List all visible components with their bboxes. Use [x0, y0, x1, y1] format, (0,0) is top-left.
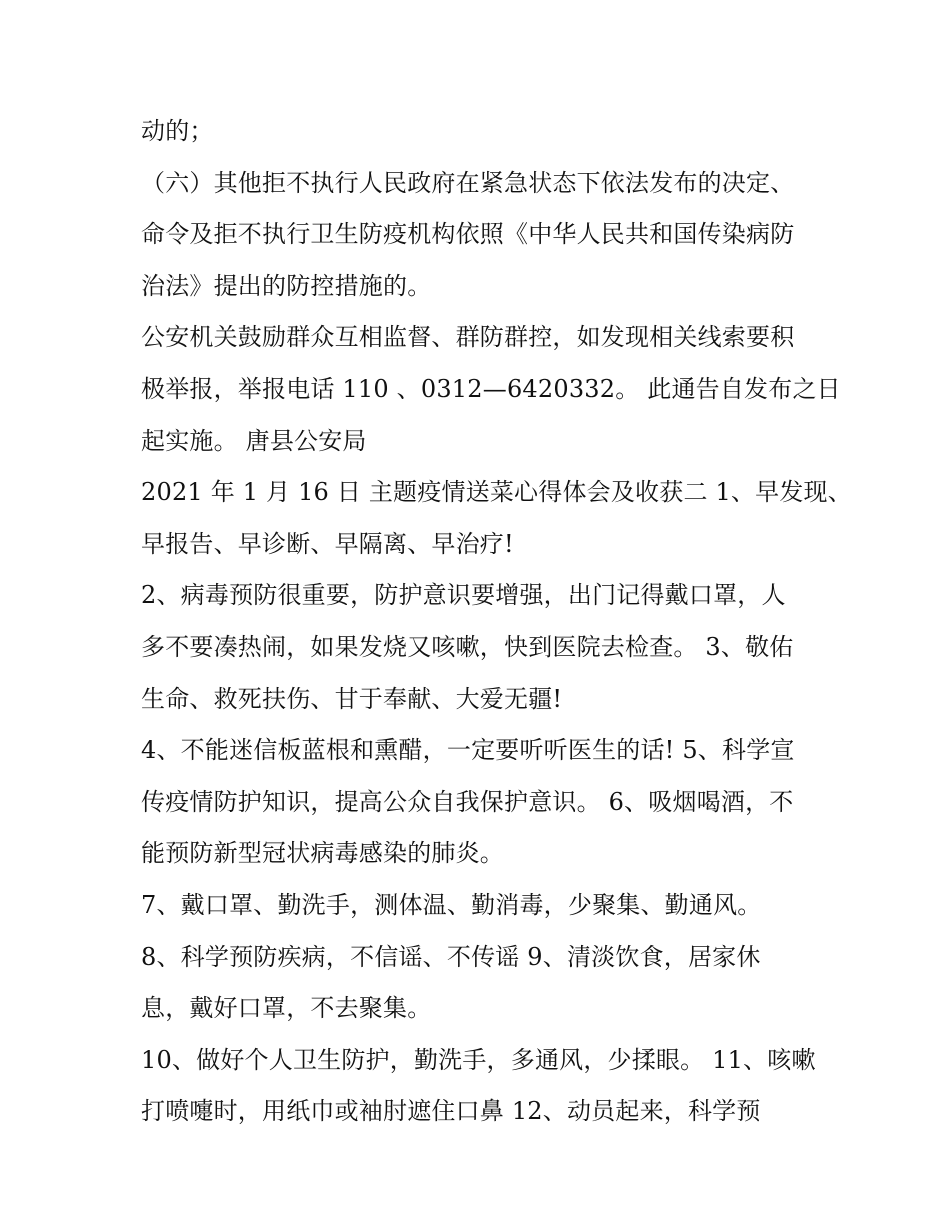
- text-line: 极举报，举报电话 110 、0312—6420332。 此通告自发布之日: [141, 374, 841, 403]
- text-line: 公安机关鼓励群众互相监督、群防群控，如发现相关线索要积: [141, 323, 795, 352]
- text-line: 10、做好个人卫生防护，勤洗手，多通风，少揉眼。 11、咳嗽: [141, 1045, 816, 1074]
- text-line: 命令及拒不执行卫生防疫机构依照《中华人民共和国传染病防: [141, 220, 795, 249]
- text-line: 7、戴口罩、勤洗手，测体温、勤消毒，少聚集、勤通风。: [141, 890, 762, 919]
- text-line: 治法》提出的防控措施的。: [141, 271, 432, 300]
- text-line: 动的；: [141, 117, 214, 145]
- text-line: 打喷嚏时，用纸巾或袖肘遮住口鼻 12、动员起来，科学预: [141, 1097, 761, 1126]
- document-body: [141, 106, 852, 1138]
- text-line: 传疫情防护知识，提高公众自我保护意识。 6、吸烟喝酒，不: [141, 787, 794, 816]
- text-line: 早报告、早诊断、早隔离、早治疗!: [141, 529, 514, 558]
- text-line: 8、科学预防疾病，不信谣、不传谣 9、清淡饮食，居家休: [141, 942, 761, 971]
- text-line: 起实施。 唐县公安局: [141, 426, 367, 455]
- text-line: 2、病毒预防很重要，防护意识要增强，出门记得戴口罩，人: [141, 581, 786, 610]
- text-line: 生命、救死扶伤、甘于奉献、大爱无疆!: [141, 684, 563, 713]
- text-line: （六）其他拒不执行人民政府在紧急状态下依法发布的决定、: [141, 168, 795, 197]
- text-line: 能预防新型冠状病毒感染的肺炎。: [141, 839, 504, 868]
- text-line: 2021 年 1 月 16 日 主题疫情送菜心得体会及收获二 1、早发现、: [141, 478, 852, 507]
- text-line: 息，戴好口罩，不去聚集。: [141, 994, 432, 1023]
- text-line: 4、不能迷信板蓝根和熏醋，一定要听听医生的话! 5、科学宣: [141, 736, 795, 765]
- text-line: 多不要凑热闹，如果发烧又咳嗽，快到医院去检查。 3、敬佑: [141, 632, 794, 661]
